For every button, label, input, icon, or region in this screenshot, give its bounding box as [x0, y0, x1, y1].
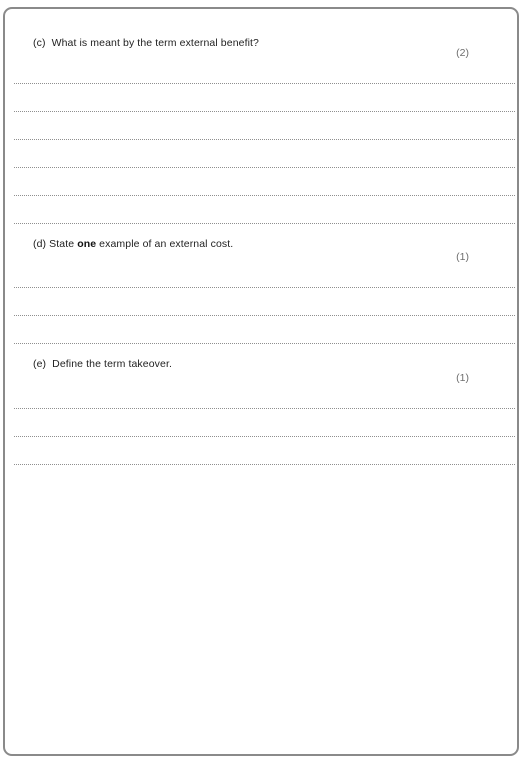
question-label: (e): [33, 358, 47, 370]
answer-line[interactable]: [14, 464, 515, 465]
question-label: (d): [33, 238, 47, 250]
question-d: [33, 238, 233, 250]
answer-line[interactable]: [14, 195, 515, 196]
answer-line[interactable]: [14, 111, 515, 112]
answer-line[interactable]: [14, 139, 515, 140]
question-text: State: [49, 238, 78, 250]
marks-c: (2): [456, 47, 469, 59]
page-corner-mark: [440, 743, 450, 753]
answer-line[interactable]: [14, 408, 515, 409]
question-label: (c): [33, 37, 46, 49]
question-e: [33, 358, 172, 370]
answer-line[interactable]: [14, 436, 515, 437]
answer-line[interactable]: [14, 343, 515, 344]
marks-d: (1): [456, 251, 469, 263]
question-text-continued: example of an external cost.: [96, 238, 234, 250]
question-text: What is meant by the term external benefit?: [51, 37, 259, 49]
question-c: [33, 37, 259, 49]
exam-page: [3, 7, 519, 756]
answer-line[interactable]: [14, 223, 515, 224]
answer-line[interactable]: [14, 315, 515, 316]
answer-line[interactable]: [14, 287, 515, 288]
question-emphasis: one: [77, 238, 97, 250]
marks-e: (1): [456, 372, 469, 384]
answer-line[interactable]: [14, 167, 515, 168]
answer-line[interactable]: [14, 83, 515, 84]
question-text: Define the term takeover.: [52, 358, 172, 370]
